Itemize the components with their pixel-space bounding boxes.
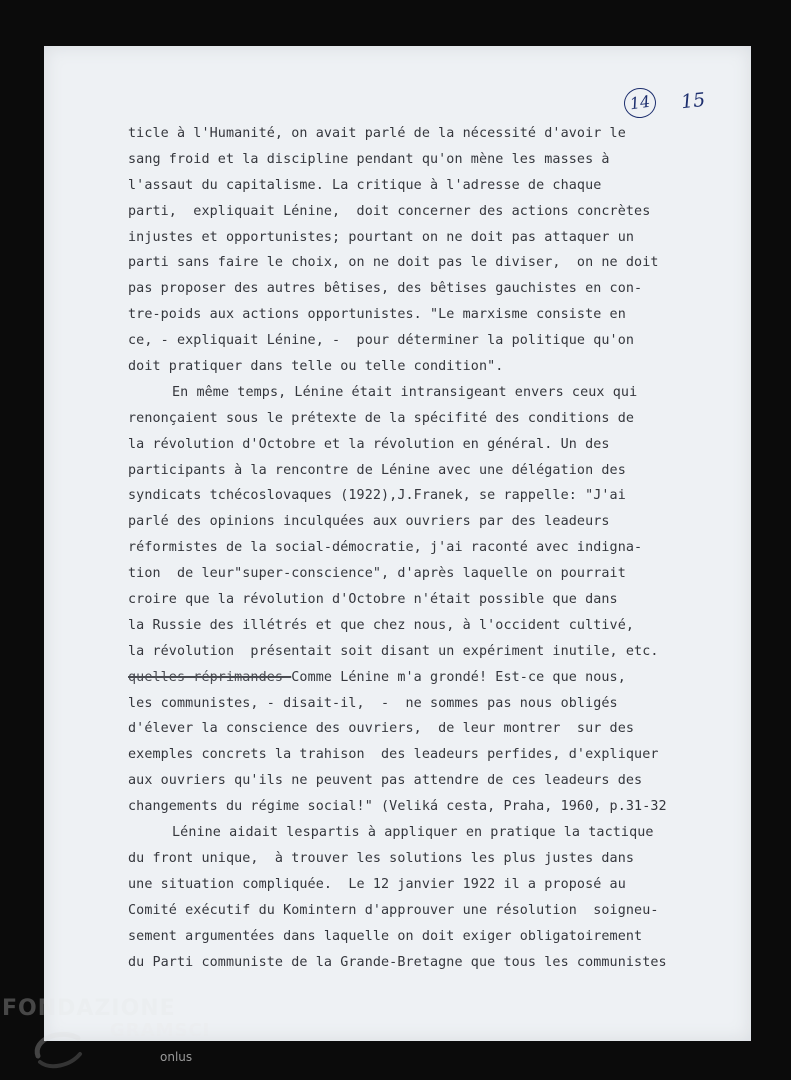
text-line — [128, 898, 768, 924]
text-line — [128, 535, 768, 561]
line-text: syndicats tchécoslovaques (1922),J.Franek, se rappelle: "J'ai — [128, 488, 626, 504]
line-text: la Russie des illétrés et que chez nous, à l'occident cultivé, — [128, 617, 635, 633]
line-text: changements du régime social!" (Veliká cesta, Praha, 1960, p.31-32 — [128, 799, 667, 815]
text-line — [128, 742, 768, 768]
text-line — [128, 250, 768, 276]
text-line — [128, 846, 768, 872]
watermark-logo-icon — [30, 1026, 86, 1070]
line-text: tion de leur"super-conscience", d'après laquelle on pourrait — [128, 566, 626, 582]
line-text: une situation compliquée. Le 12 janvier 1922 il a proposé au — [128, 876, 626, 892]
line-text: Lénine aidait lespartis à appliquer en pratique la tactique — [172, 825, 654, 841]
text-line — [128, 458, 768, 484]
line-text: parti, expliquait Lénine, doit concerner des actions concrètes — [128, 203, 651, 219]
text-line — [128, 432, 768, 458]
text-line — [128, 354, 768, 380]
text-line — [128, 691, 768, 717]
text-line — [128, 872, 768, 898]
text-line — [128, 716, 768, 742]
watermark-onlus-text: onlus — [160, 1050, 193, 1064]
line-text: ce, - expliquait Lénine, - pour déterminer la politique qu'on — [128, 333, 635, 349]
line-text: doit pratiquer dans telle ou telle condition". — [128, 359, 504, 375]
text-line — [128, 173, 768, 199]
line-text: parlé des opinions inculquées aux ouvriers par des leadeurs — [128, 514, 610, 530]
text-line — [128, 147, 768, 173]
line-text: du Parti communiste de la Grande-Bretagne que tous les communistes — [128, 954, 667, 970]
text-line — [128, 302, 768, 328]
line-text: ticle à l'Humanité, on avait parlé de la nécessité d'avoir le — [128, 126, 626, 141]
text-line — [128, 380, 768, 406]
text-line — [128, 924, 768, 950]
line-text: la révolution d'Octobre et la révolution en général. Un des — [128, 436, 610, 452]
line-text: exemples concrets la trahison des leadeurs perfides, d'expliquer — [128, 747, 659, 763]
text-line — [128, 225, 768, 251]
line-text: tre-poids aux actions opportunistes. "Le marxisme consiste en — [128, 307, 626, 323]
body-text — [128, 121, 768, 975]
line-text: participants à la rencontre de Lénine avec une délégation des — [128, 462, 626, 478]
line-text: sement argumentées dans laquelle on doit exiger obligatoirement — [128, 928, 643, 944]
text-line — [128, 483, 768, 509]
text-line — [128, 509, 768, 535]
watermark-foundation-text: FONDAZIONE — [2, 996, 176, 1021]
line-text: les communistes, - disait-il, - ne sommes pas nous obligés — [128, 695, 618, 711]
archive-watermark — [0, 990, 211, 1080]
line-text: En même temps, Lénine était intransigeant envers ceux qui — [172, 384, 638, 400]
line-text: Comité exécutif du Komintern d'approuver une résolution soigneu- — [128, 902, 659, 918]
line-text: renonçaient sous le prétexte de la spécifité des conditions de — [128, 410, 635, 426]
line-text: aux ouvriers qu'ils ne peuvent pas attendre de ces leadeurs des — [128, 773, 643, 789]
text-line — [128, 768, 768, 794]
text-line — [128, 820, 768, 846]
line-text: l'assaut du capitalisme. La critique à l'adresse de chaque — [128, 177, 602, 193]
text-line — [128, 406, 768, 432]
text-line — [128, 794, 768, 820]
line-text: pas proposer des autres bêtises, des bêtises gauchistes en con- — [128, 281, 643, 297]
text-line — [128, 561, 768, 587]
line-text: Comme Lénine m'a grondé! Est-ce que nous, — [291, 669, 626, 685]
line-text: réformistes de la social-démocratie, j'ai raconté avec indigna- — [128, 540, 643, 556]
handwritten-page-number: 15 — [679, 88, 707, 114]
line-text: croire que la révolution d'Octobre n'était possible que dans — [128, 592, 618, 608]
text-line — [128, 328, 768, 354]
line-text: la révolution présentait soit disant un expériment inutile, etc. — [128, 643, 659, 659]
struck-through-text: quelles réprimandes — [128, 669, 292, 685]
text-line — [128, 665, 768, 691]
text-line — [128, 950, 768, 976]
text-line — [128, 613, 768, 639]
line-text: d'élever la conscience des ouvriers, de leur montrer sur des — [128, 721, 635, 737]
text-line — [128, 199, 768, 225]
line-text: parti sans faire le choix, on ne doit pas le diviser, on ne doit — [128, 255, 659, 271]
text-line — [128, 276, 768, 302]
text-line — [128, 121, 768, 147]
line-text: injustes et opportunistes; pourtant on ne doit pas attaquer un — [128, 229, 635, 245]
watermark-gramsci-text: GRAMSCI — [110, 1020, 211, 1041]
circled-page-number: 14 — [622, 86, 658, 120]
text-line — [128, 639, 768, 665]
text-line — [128, 587, 768, 613]
line-text: du front unique, à trouver les solutions les plus justes dans — [128, 850, 635, 866]
line-text: sang froid et la discipline pendant qu'on mène les masses à — [128, 151, 610, 167]
